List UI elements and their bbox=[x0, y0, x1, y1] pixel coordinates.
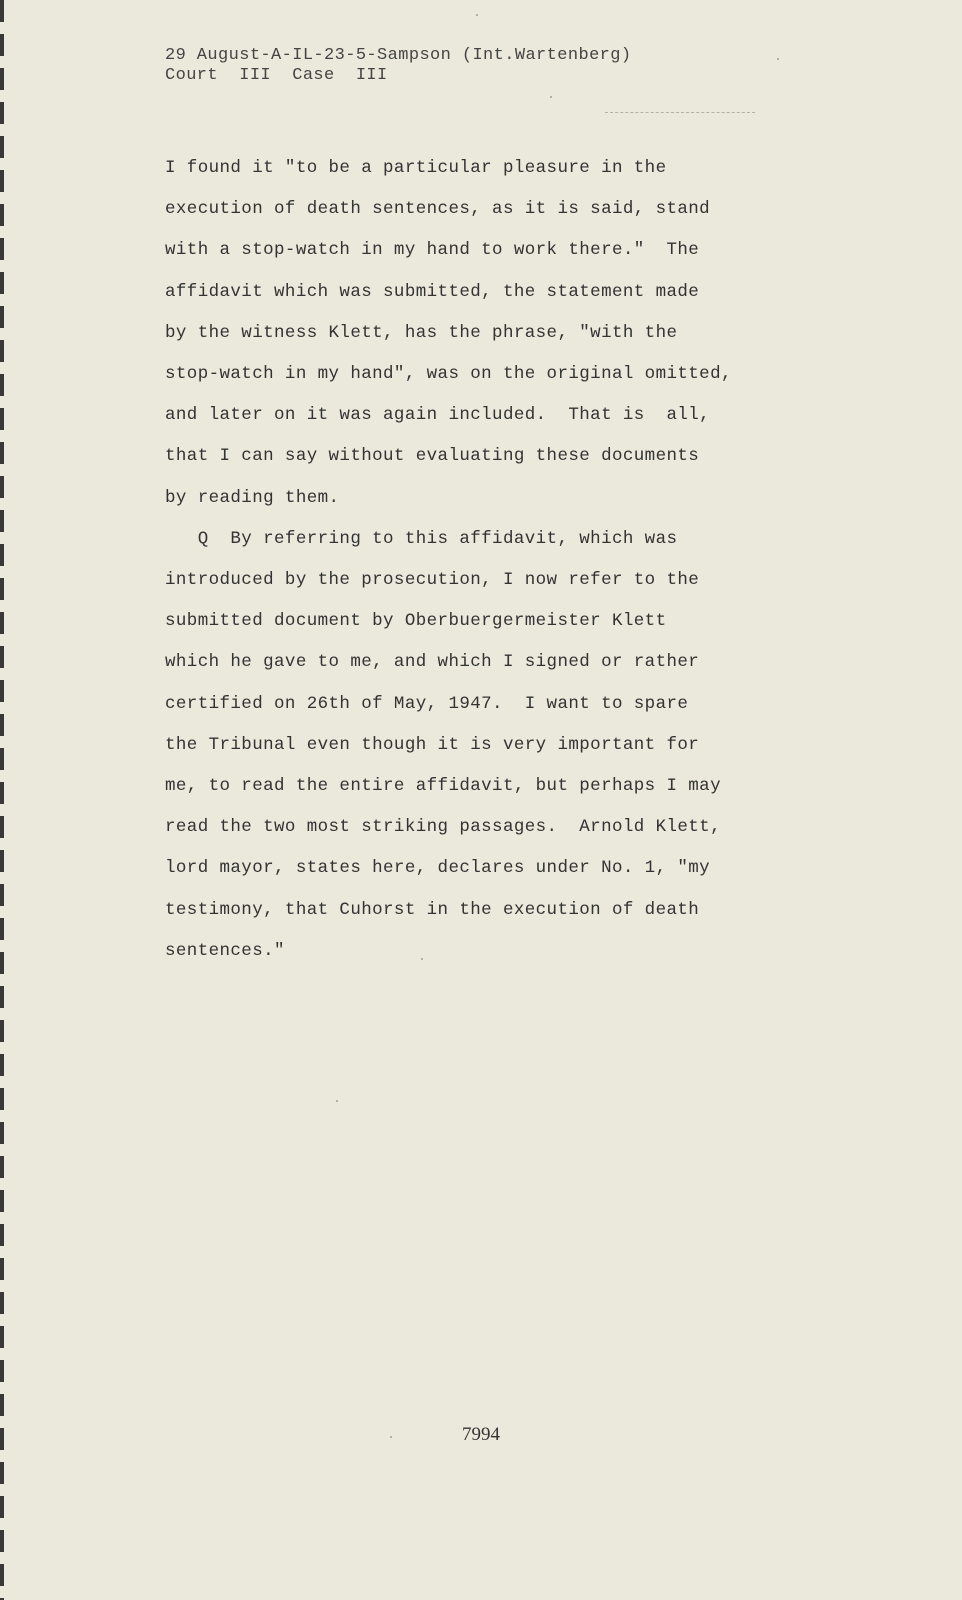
scan-speck bbox=[777, 58, 779, 60]
body-line: the Tribunal even though it is very important for bbox=[165, 734, 700, 755]
body-line: by the witness Klett, has the phrase, "with the bbox=[165, 322, 678, 343]
body-line: affidavit which was submitted, the statement made bbox=[165, 281, 700, 302]
transcript-body bbox=[165, 148, 825, 972]
body-line: with a stop-watch in my hand to work there." The bbox=[165, 240, 700, 261]
scan-speck bbox=[550, 96, 552, 98]
body-line: me, to read the entire affidavit, but perhaps I may bbox=[165, 776, 721, 797]
body-line: execution of death sentences, as it is said, stand bbox=[165, 199, 711, 220]
scan-edge-marks bbox=[0, 0, 4, 1600]
scan-speck bbox=[336, 1100, 338, 1102]
body-line: stop-watch in my hand", was on the original omitted, bbox=[165, 364, 732, 385]
body-line: Q By referring to this affidavit, which was bbox=[165, 528, 678, 549]
document-header bbox=[165, 46, 631, 86]
body-line: submitted document by Oberbuergermeister Klett bbox=[165, 611, 667, 632]
scan-speck bbox=[390, 1436, 392, 1438]
body-line: sentences." bbox=[165, 940, 285, 961]
header-court-line: Court III Case III bbox=[165, 66, 388, 85]
body-line: lord mayor, states here, declares under No. 1, "my bbox=[165, 858, 711, 879]
body-line: by reading them. bbox=[165, 487, 340, 508]
body-line: introduced by the prosecution, I now refer to the bbox=[165, 570, 700, 591]
body-line: certified on 26th of May, 1947. I want to spare bbox=[165, 693, 689, 714]
body-line: which he gave to me, and which I signed or rather bbox=[165, 652, 700, 673]
body-line: testimony, that Cuhorst in the execution of death bbox=[165, 899, 700, 920]
body-line: I found it "to be a particular pleasure in the bbox=[165, 158, 667, 178]
scan-speck bbox=[476, 14, 478, 16]
pencil-dash-mark bbox=[605, 112, 755, 115]
scan-speck bbox=[421, 958, 423, 960]
body-line: read the two most striking passages. Arnold Klett, bbox=[165, 817, 721, 838]
body-line: and later on it was again included. That is all, bbox=[165, 405, 711, 426]
header-session-line: 29 August-A-IL-23-5-Sampson (Int.Wartenberg) bbox=[165, 46, 632, 65]
body-line: that I can say without evaluating these documents bbox=[165, 446, 700, 467]
page-number: 7994 bbox=[462, 1424, 500, 1445]
